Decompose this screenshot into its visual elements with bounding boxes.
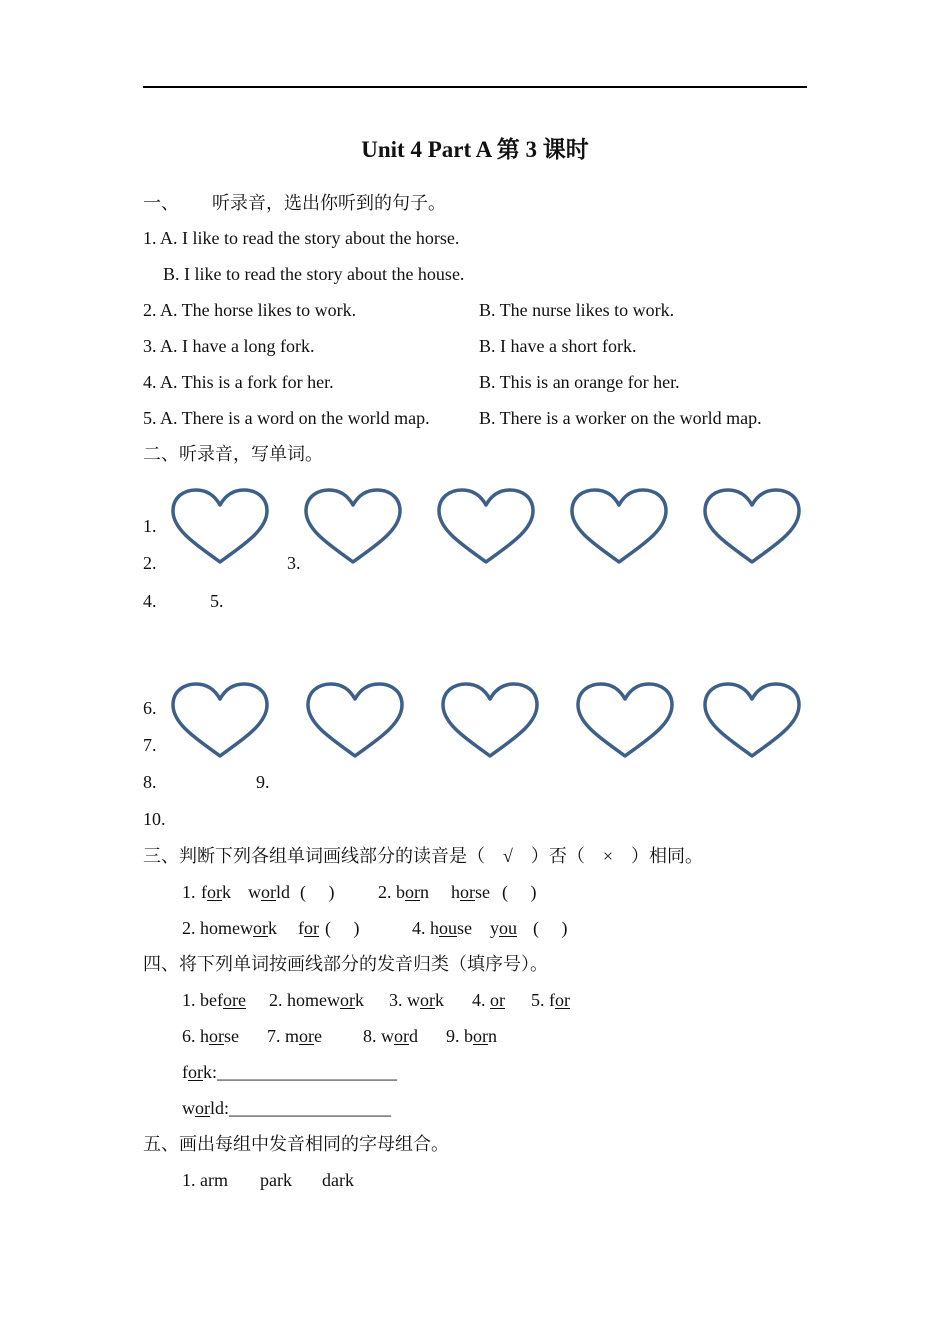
word-born: 9. born: [446, 1026, 497, 1046]
word-horse: horse: [451, 882, 490, 902]
word-fork: fork: [201, 882, 231, 902]
heart-icon: [575, 681, 675, 759]
word-born: 2. born: [378, 882, 429, 902]
blank-number-4: 4.: [143, 591, 157, 611]
heart-icon: [170, 681, 270, 759]
heart-icon: [303, 487, 403, 565]
fork-category: [182, 1061, 397, 1083]
word-word: 8. word: [363, 1026, 418, 1046]
underlined-letters: or: [209, 1026, 224, 1046]
world-category: [182, 1097, 391, 1119]
underlined-letters: or: [394, 1026, 409, 1046]
q3-option-a: 3. A. I have a long fork.: [143, 336, 315, 356]
word-you: you: [490, 918, 517, 938]
blank-number-2: 2.: [143, 553, 157, 573]
section4-heading: 四、将下列单词按画线部分的发音归类（填序号）。: [143, 954, 548, 974]
section2-heading: 二、听录音，写单词。: [143, 444, 323, 464]
underlined-letters: or: [555, 990, 570, 1010]
heart-icon: [170, 487, 270, 565]
underlined-letters: ore: [222, 990, 246, 1010]
world-label: world:: [182, 1098, 230, 1118]
group1-word-park: park: [260, 1170, 292, 1190]
word-horse: 6. horse: [182, 1026, 239, 1046]
answer-paren: ( ): [533, 918, 568, 938]
q2-option-b: B. The nurse likes to work.: [479, 300, 675, 320]
underlined-letters: or: [304, 918, 319, 938]
world-answer-blank[interactable]: __________________: [229, 1098, 392, 1118]
q5-option-b: B. There is a worker on the world map.: [479, 408, 762, 428]
underlined-letters: or: [420, 990, 435, 1010]
q2-option-a: 2. A. The horse likes to work.: [143, 300, 357, 320]
answer-paren: ( ): [502, 882, 537, 902]
blank-number-8: 8.: [143, 772, 157, 792]
underlined-letters: or: [405, 882, 420, 902]
q5-option-a: 5. A. There is a word on the world map.: [143, 408, 430, 428]
section3-heading: 三、判断下列各组单词画线部分的读音是（ √ ）否（ × ）相同。: [143, 846, 704, 866]
word-or: 4. or: [472, 990, 505, 1010]
underlined-letters: or: [473, 1026, 488, 1046]
underlined-letters: or: [253, 918, 268, 938]
page-title: Unit 4 Part A 第 3 课时: [361, 137, 589, 162]
group1-word-dark: dark: [322, 1170, 354, 1190]
fork-label: fork:: [182, 1062, 218, 1082]
heart-icon: [305, 681, 405, 759]
word-homework: 2. homework: [182, 918, 277, 938]
underlined-letters: ou: [499, 918, 517, 938]
blank-number-5: 5.: [210, 591, 224, 611]
blank-number-1: 1.: [143, 516, 157, 536]
q1-option-b: B. I like to read the story about the house.: [163, 264, 465, 284]
blank-number-3: 3.: [287, 553, 301, 573]
word-for: for: [298, 918, 319, 938]
pair1-number: 1.: [182, 882, 196, 902]
word-work: 3. work: [389, 990, 444, 1010]
heart-icon: [702, 487, 802, 565]
underlined-letters: or: [299, 1026, 315, 1046]
blank-number-7: 7.: [143, 735, 157, 755]
word-more: 7. more: [267, 1026, 323, 1046]
q1-option-a: 1. A. I like to read the story about the horse.: [143, 228, 460, 248]
word-for: 5. for: [531, 990, 570, 1010]
blank-number-9: 9.: [256, 772, 270, 792]
blank-number-10: 10.: [143, 809, 166, 829]
q3-option-b: B. I have a short fork.: [479, 336, 637, 356]
word-house: 4. house: [412, 918, 472, 938]
underlined-letters: or: [195, 1098, 210, 1118]
q4-option-b: B. This is an orange for her.: [479, 372, 680, 392]
blank-number-6: 6.: [143, 698, 157, 718]
word-homework: 2. homework: [269, 990, 364, 1010]
heart-icon: [702, 681, 802, 759]
underlined-letters: or: [188, 1062, 203, 1082]
underlined-letters: or: [460, 882, 475, 902]
section1-number: 一、: [143, 193, 179, 213]
word-before: 1. before: [182, 990, 246, 1010]
underlined-letters: or: [490, 990, 505, 1010]
underlined-letters: or: [207, 882, 222, 902]
underlined-letters: or: [340, 990, 355, 1010]
q4-option-a: 4. A. This is a fork for her.: [143, 372, 334, 392]
top-rule: [143, 86, 807, 88]
fork-answer-blank[interactable]: ____________________: [217, 1062, 398, 1082]
heart-icon: [440, 681, 540, 759]
group1-word-arm: 1. arm: [182, 1170, 228, 1190]
underlined-letters: or: [261, 882, 276, 902]
underlined-letters: ou: [439, 918, 457, 938]
section1-heading: 听录音，选出你听到的句子。: [212, 193, 446, 213]
answer-paren: ( ): [300, 882, 335, 902]
section5-heading: 五、画出每组中发音相同的字母组合。: [143, 1134, 449, 1154]
heart-icon: [436, 487, 536, 565]
word-world: world: [248, 882, 291, 902]
heart-icon: [569, 487, 669, 565]
answer-paren: ( ): [325, 918, 360, 938]
